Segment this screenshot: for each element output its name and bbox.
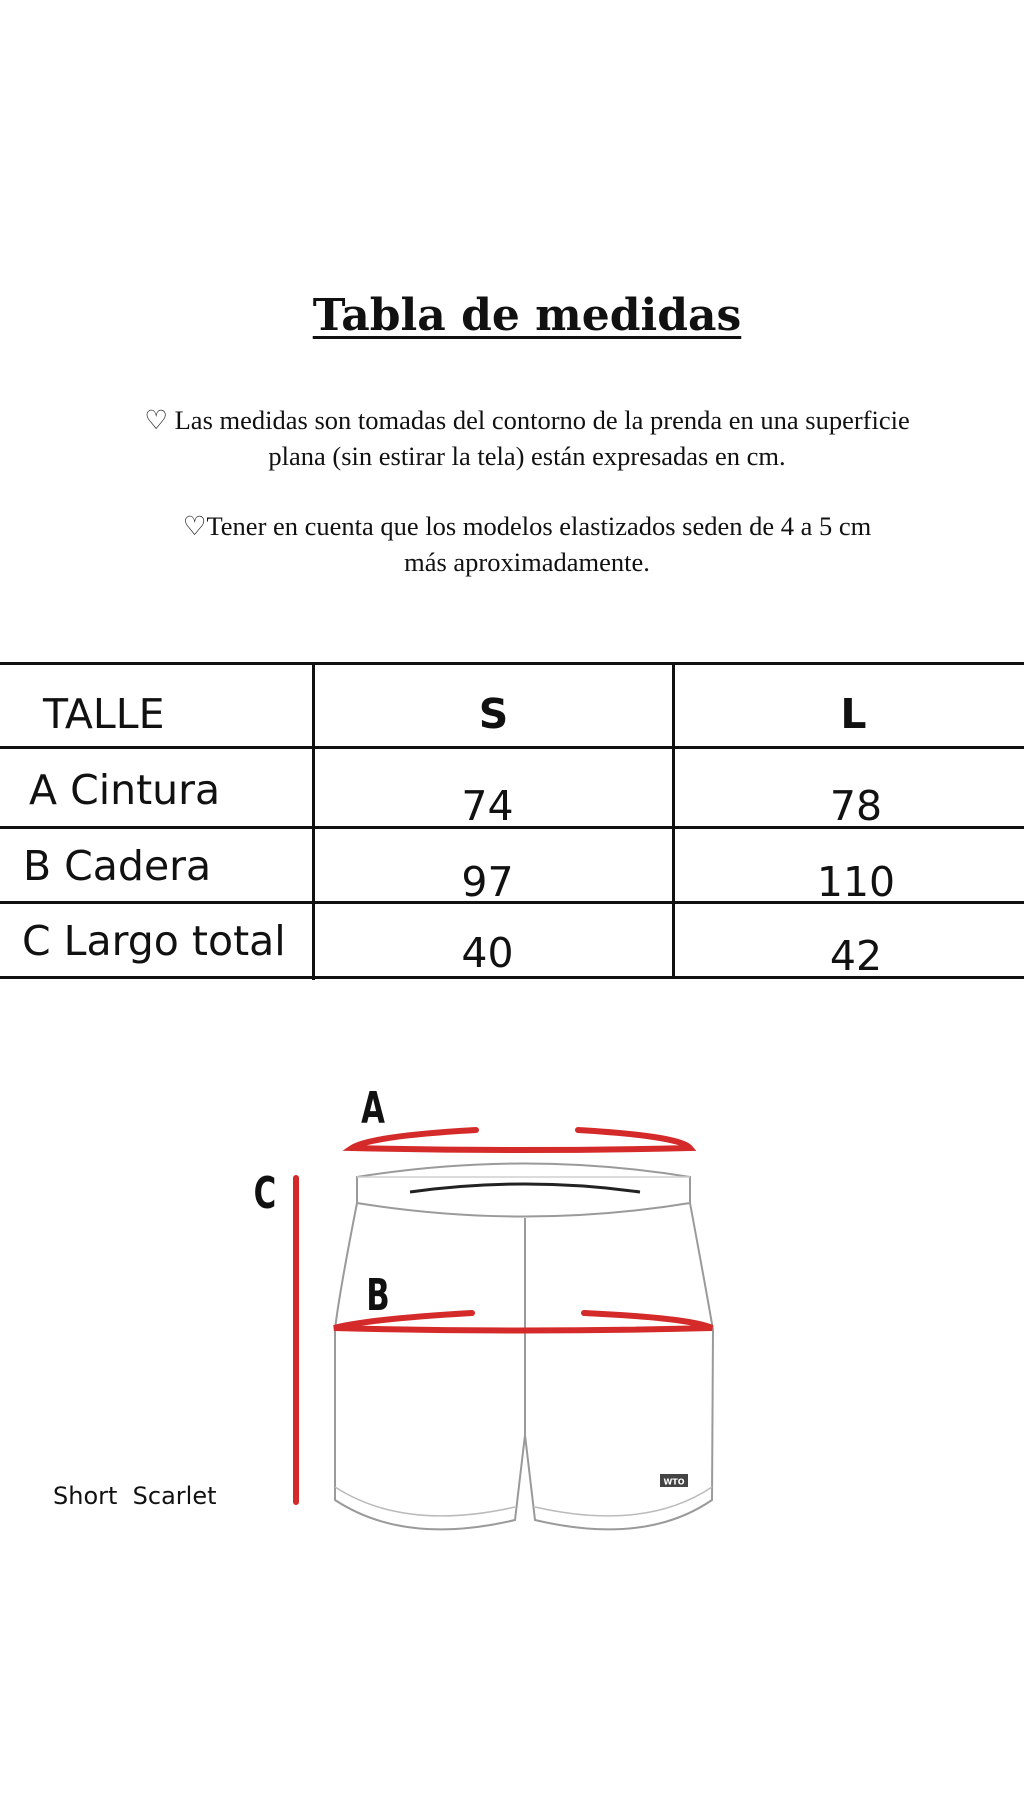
table-header-size-s: S bbox=[478, 690, 509, 738]
product-caption: Short Scarlet bbox=[53, 1482, 217, 1510]
page-title-text: Tabla de medidas bbox=[312, 290, 742, 341]
table-cell: 40 bbox=[461, 929, 514, 977]
waist-measure-line-a bbox=[352, 1130, 690, 1150]
table-row-label: A Cintura bbox=[29, 766, 221, 814]
label-a: A bbox=[361, 1082, 385, 1134]
table-cell: 42 bbox=[829, 932, 883, 980]
brand-tag-text: WTO bbox=[663, 1477, 685, 1487]
hip-measure-line-b bbox=[334, 1313, 712, 1331]
table-cell: 97 bbox=[461, 858, 514, 906]
elastic-note-line-1: ♡Tener en cuenta que los modelos elastizados seden de 4 a 5 cm bbox=[182, 511, 872, 541]
table-cell: 74 bbox=[461, 782, 514, 830]
table-border-top bbox=[0, 662, 1024, 665]
waistband-inner-line bbox=[410, 1184, 640, 1192]
page-title bbox=[0, 288, 1024, 344]
label-c: C bbox=[253, 1167, 277, 1219]
table-divider bbox=[0, 746, 1024, 749]
measurement-note-line-2: plana (sin estirar la tela) están expresadas en cm. bbox=[268, 441, 786, 471]
waistband bbox=[357, 1164, 690, 1217]
table-cell: 110 bbox=[816, 858, 896, 906]
table-row-label: B Cadera bbox=[23, 842, 212, 890]
measurement-note bbox=[20, 402, 1024, 474]
table-cell: 78 bbox=[829, 782, 883, 830]
elastic-note-line-2: más aproximadamente. bbox=[404, 547, 650, 577]
size-table bbox=[0, 662, 1024, 982]
elastic-note bbox=[20, 508, 1024, 580]
shorts-illustration bbox=[335, 1164, 713, 1530]
table-header-size-l: L bbox=[840, 690, 867, 738]
label-b: B bbox=[366, 1269, 390, 1321]
table-header-talle: TALLE bbox=[43, 690, 165, 738]
measurement-note-line-1: ♡ Las medidas son tomadas del contorno de la prenda en una superficie bbox=[144, 405, 910, 435]
table-row-label: C Largo total bbox=[22, 917, 286, 965]
measurement-markers bbox=[296, 1130, 712, 1502]
